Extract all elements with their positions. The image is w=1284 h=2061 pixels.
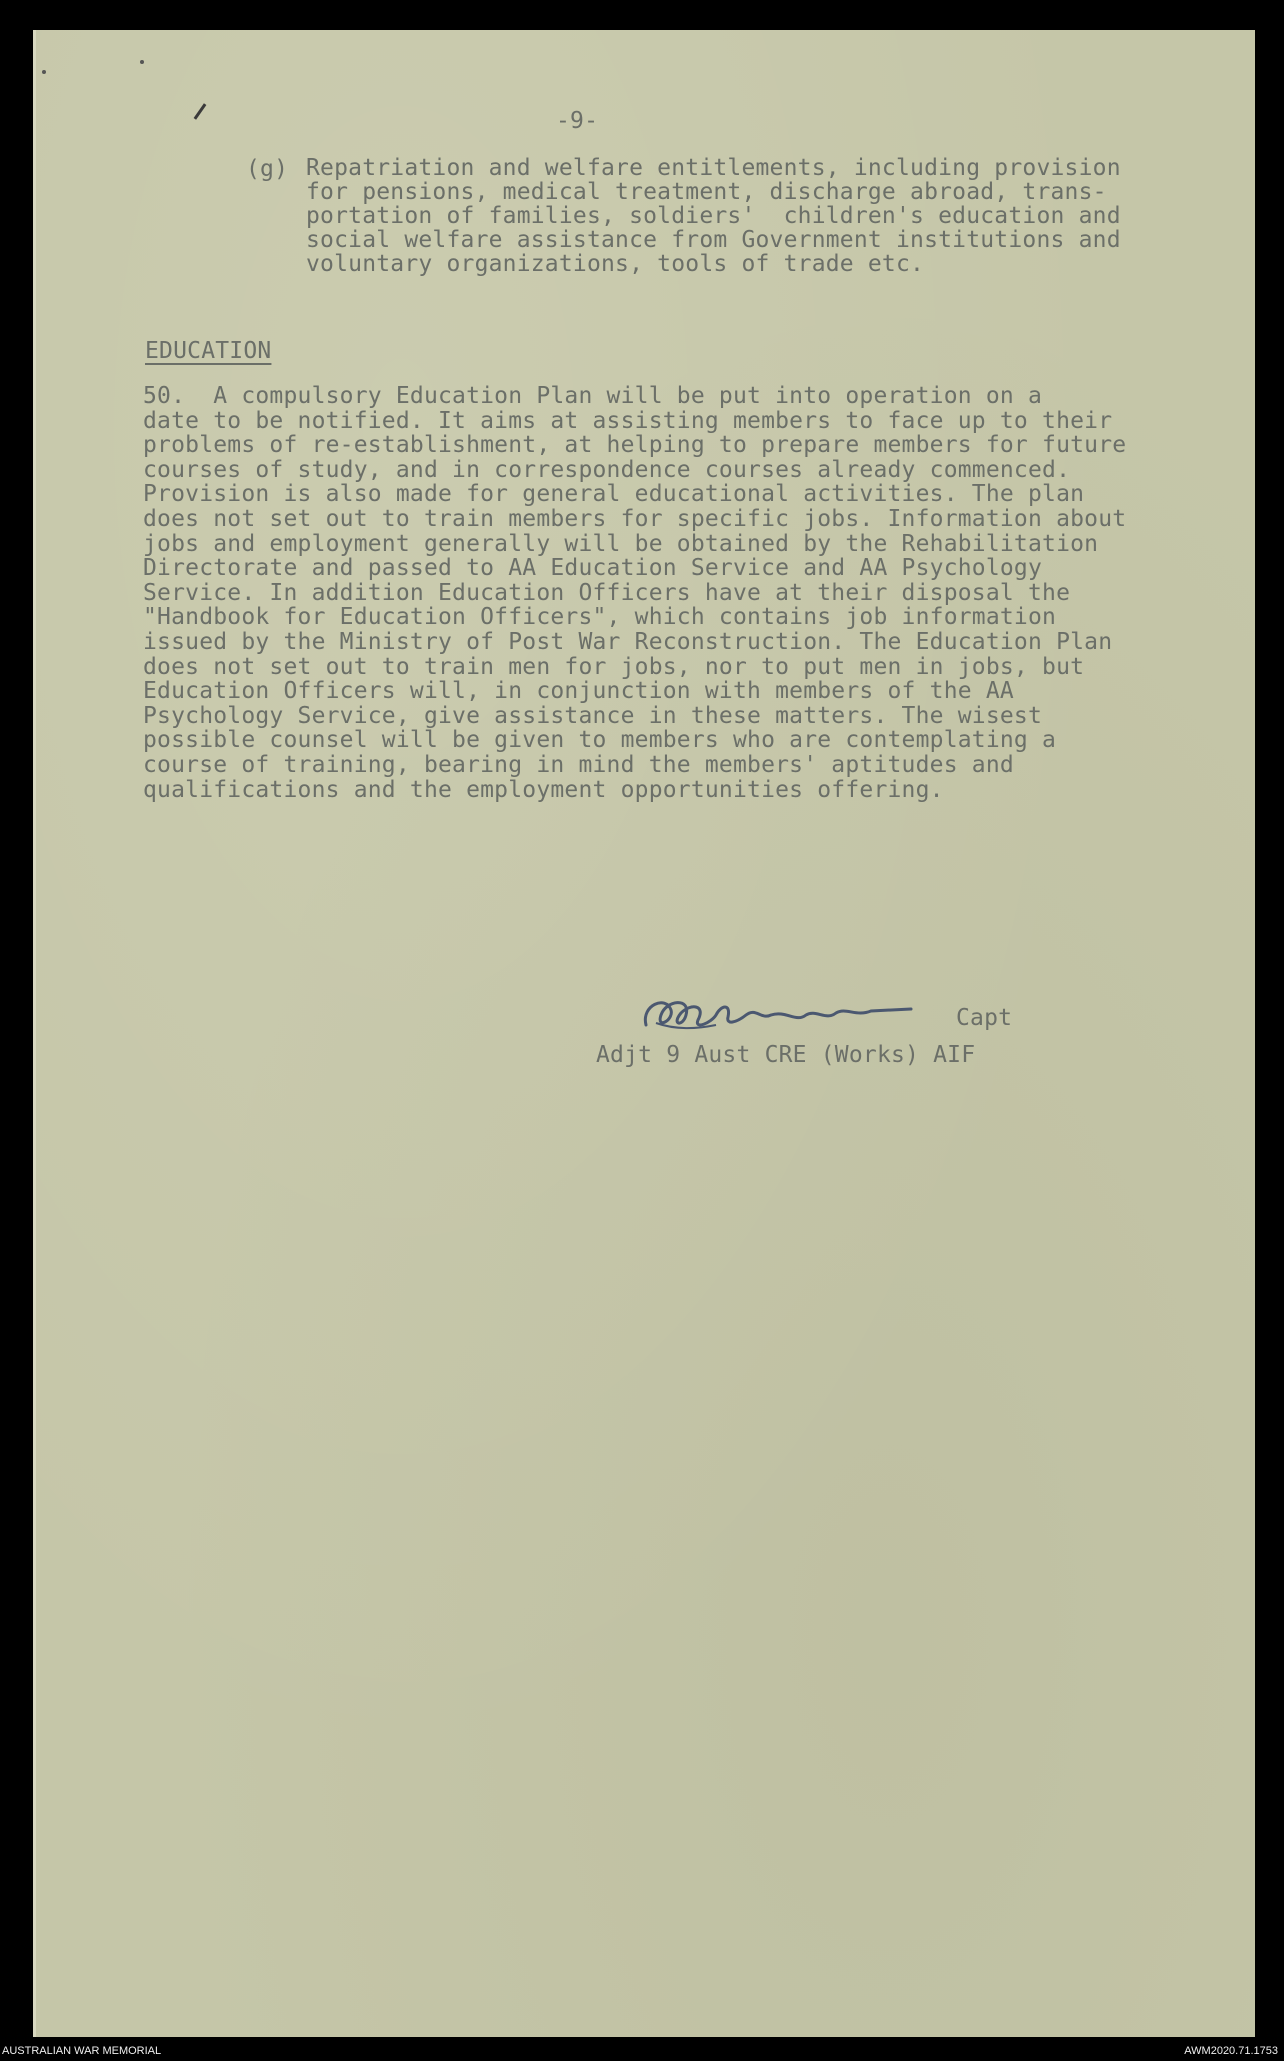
pen-mark <box>194 103 207 119</box>
text-line: courses of study, and in correspondence courses already commenced. <box>143 456 1071 483</box>
list-item-g <box>246 156 1246 276</box>
text-line: Directorate and passed to AA Education Service and AA Psychology <box>143 555 1043 582</box>
punch-mark <box>42 70 46 74</box>
footer-source: AUSTRALIAN WAR MEMORIAL <box>2 2045 162 2057</box>
signatory-title: Adjt 9 Aust CRE (Works) AIF <box>596 1042 976 1068</box>
page-number: -9- <box>556 108 599 134</box>
text-line: Psychology Service, give assistance in these matters. The wisest <box>143 702 1043 729</box>
signatory-rank: Capt <box>956 1005 1013 1031</box>
text-line: "Handbook for Education Officers", which contains job information <box>143 604 1057 631</box>
text-line: issued by the Ministry of Post War Reconstruction. The Education Plan <box>143 628 1113 655</box>
text-line: possible counsel will be given to members who are contemplating a <box>143 727 1057 754</box>
signature-block <box>596 985 1056 1095</box>
document-page <box>33 30 1255 2037</box>
text-line: jobs and employment generally will be obtained by the Rehabilitation <box>143 530 1099 557</box>
punch-mark <box>140 60 144 64</box>
text-line: qualifications and the employment opportunities offering. <box>143 776 944 803</box>
text-line: portation of families, soldiers' children's education and <box>306 203 1121 229</box>
text-line: for pensions, medical treatment, discharge abroad, trans- <box>306 179 1107 205</box>
text-line: Service. In addition Education Officers have at their disposal the <box>143 579 1071 606</box>
text-line: does not set out to train men for jobs, nor to put men in jobs, but <box>143 653 1085 680</box>
text-line: does not set out to train members for specific jobs. Information about <box>143 505 1127 532</box>
text-line: social welfare assistance from Government institutions and <box>306 227 1121 253</box>
footer-reference: AWM2020.71.1753 <box>1184 2045 1278 2057</box>
item-label: (g) <box>246 156 289 182</box>
section-heading: EDUCATION <box>145 338 272 364</box>
text-line: problems of re-establishment, at helping to prepare members for future <box>143 432 1127 459</box>
text-line: 50. A compulsory Education Plan will be put into operation on a <box>143 383 1043 409</box>
text-line: date to be notified. It aims at assisting members to face up to their <box>143 407 1113 434</box>
paragraph-50 <box>143 384 1263 802</box>
handwritten-signature <box>636 985 926 1045</box>
text-line: Education Officers will, in conjunction with members of the AA <box>143 678 1014 705</box>
text-line: Provision is also made for general educational activities. The plan <box>143 481 1085 508</box>
text-line: voluntary organizations, tools of trade etc. <box>306 251 925 277</box>
text-line: Repatriation and welfare entitlements, including provision <box>306 155 1121 181</box>
text-line: course of training, bearing in mind the members' aptitudes and <box>143 751 1014 778</box>
item-text <box>306 156 1246 276</box>
